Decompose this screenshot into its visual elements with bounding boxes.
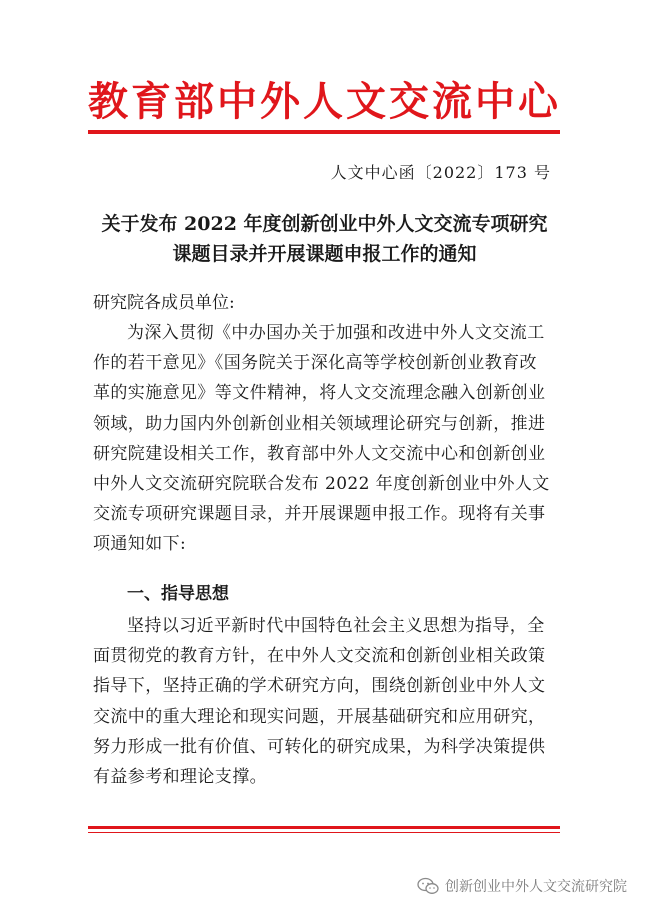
paragraph-guiding-ideology — [93, 611, 565, 792]
letterhead-title: 教育部中外人文交流中心 — [88, 78, 561, 125]
letterhead-red-rule — [88, 130, 560, 134]
section-heading-guiding-ideology: 一、指导思想 — [127, 584, 229, 604]
title-line-1: 关于发布 2022 年度创新创业中外人文交流专项研究 — [101, 213, 548, 235]
document-title — [0, 209, 649, 269]
salutation: 研究院各成员单位: — [93, 293, 235, 313]
paragraph-line: 领域，助力国内外创新创业相关领域理论研究与创新，推进 — [93, 413, 546, 434]
paragraph-line: 为深入贯彻《中办国办关于加强和改进中外人文交流工 — [127, 323, 545, 343]
paragraph-line: 指导下，坚持正确的学术研究方向，围绕创新创业中外人文 — [93, 676, 546, 697]
wechat-watermark — [417, 876, 627, 896]
paragraph-line: 研究院建设相关工作，教育部中外人文交流中心和创新创业 — [93, 443, 546, 464]
watermark-text: 创新创业中外人文交流研究院 — [445, 879, 627, 895]
footer-red-rule-thick — [88, 826, 560, 829]
paragraph-line: 项通知如下: — [93, 534, 187, 555]
paragraph-line: 努力形成一批有价值、可转化的研究成果，为科学决策提供 — [93, 736, 546, 757]
paragraph-line: 交流专项研究课题目录，并开展课题申报工作。现将有关事 — [93, 504, 546, 525]
paragraph-line: 坚持以习近平新时代中国特色社会主义思想为指导，全 — [127, 616, 545, 636]
wechat-icon — [417, 877, 439, 895]
paragraph-line: 交流中的重大理论和现实问题，开展基础研究和应用研究， — [93, 706, 546, 727]
document-number: 人文中心函〔2022〕173 号 — [330, 163, 551, 182]
footer-red-rule-thin — [88, 832, 560, 833]
paragraph-intro — [93, 318, 565, 560]
paragraph-line: 面贯彻党的教育方针，在中外人文交流和创新创业相关政策 — [93, 646, 546, 667]
paragraph-line: 作的若干意见》《国务院关于深化高等学校创新创业教育改 — [93, 353, 537, 374]
paragraph-line: 革的实施意见》等文件精神，将人文交流理念融入创新创业 — [93, 383, 546, 404]
paragraph-line: 中外人文交流研究院联合发布 2022 年度创新创业中外人文 — [93, 473, 550, 494]
paragraph-line: 有益参考和理论支撑。 — [93, 766, 267, 787]
title-line-2: 课题目录并开展课题申报工作的通知 — [172, 243, 477, 265]
